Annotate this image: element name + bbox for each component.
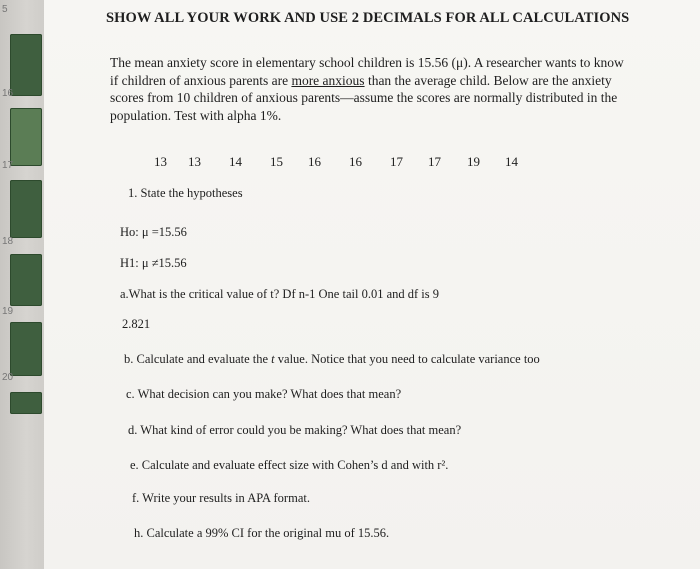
scores-row (154, 154, 525, 170)
page-number-20: 20 (2, 372, 14, 383)
score-value: 16 (349, 154, 362, 169)
answer-a: 2.821 (122, 317, 151, 331)
page-number-5: 5 (2, 4, 8, 15)
question-b (124, 352, 540, 367)
underlined-phrase: more anxious (291, 72, 365, 88)
page-number-17: 17 (2, 160, 14, 171)
problem-line-2-start: if children of anxious parents are (110, 72, 292, 88)
page-number-19: 19 (2, 306, 14, 317)
question-f: f. Write your results in APA format. (132, 491, 310, 505)
page-title: SHOW ALL YOUR WORK AND USE 2 DECIMALS FOR ALL CALCULATIONS (106, 10, 630, 26)
page-thumbnail[interactable] (10, 108, 42, 166)
problem-line-1: The mean anxiety score in elementary school children is 15.56 (μ). A researcher wants to know (110, 55, 624, 70)
score-value: 13 (154, 154, 167, 169)
alternative-hypothesis: H1: μ ≠15.56 (120, 256, 187, 270)
score-value: 13 (188, 154, 201, 169)
question-b-start: b. Calculate and evaluate the (124, 352, 272, 366)
page-number-16: 16 (2, 88, 14, 99)
question-e: e. Calculate and evaluate effect size with Cohen’s d and with r². (130, 458, 449, 472)
page-thumbnail[interactable] (10, 254, 42, 306)
t-symbol: t (271, 352, 275, 366)
question-a: a.What is the critical value of t? Df n-1 One tail 0.01 and df is 9 (120, 287, 439, 301)
problem-line-4: population. Test with alpha 1%. (110, 107, 282, 123)
score-value: 14 (505, 154, 518, 169)
question-h: h. Calculate a 99% CI for the original mu of 15.56. (134, 526, 390, 540)
score-value: 17 (428, 154, 441, 169)
score-value: 14 (229, 154, 242, 169)
document-page (44, 0, 700, 569)
problem-line-3: scores from 10 children of anxious parents—assume the scores are normally distributed in the (110, 90, 618, 105)
question-b-end: value. Notice that you need to calculate variance too (274, 352, 540, 366)
question-d: d. What kind of error could you be making? What does that mean? (128, 423, 462, 437)
score-value: 19 (467, 154, 480, 169)
page-thumbnail[interactable] (10, 180, 42, 238)
problem-line-2 (110, 72, 640, 90)
problem-statement (110, 54, 640, 124)
question-1: 1. State the hypotheses (128, 186, 243, 200)
page-thumbnail[interactable] (10, 34, 42, 96)
score-value: 17 (390, 154, 403, 169)
page-number-18: 18 (2, 236, 14, 247)
score-value: 16 (308, 154, 321, 169)
null-hypothesis: Ho: μ =15.56 (120, 225, 187, 239)
page-thumbnail[interactable] (10, 322, 42, 376)
question-c: c. What decision can you make? What does that mean? (126, 387, 402, 401)
page-thumbnail-strip (0, 0, 45, 569)
page-thumbnail[interactable] (10, 392, 42, 414)
score-value: 15 (270, 154, 283, 169)
problem-line-2-end: than the average child. Below are the anxiety (364, 72, 612, 88)
